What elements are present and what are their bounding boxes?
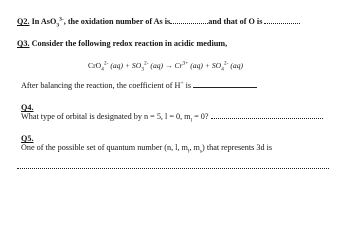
q3-prompt: After balancing the reaction, the coefficient of H+ is <box>21 82 257 90</box>
q5-number-line <box>21 135 34 143</box>
q2-line <box>17 16 300 29</box>
q3-blank[interactable] <box>193 87 257 88</box>
q2-blank-o[interactable] <box>264 23 300 24</box>
q2-text-c: and that of O is <box>208 17 263 26</box>
q2-text-a: In AsO$_3^{3-}$ <box>31 16 64 29</box>
q2-text-b: , the oxidation number of As is <box>63 17 171 26</box>
q3-equation: CrO$_4^{2-}$ $(aq) + SO_3^{2-}$ $(aq) \to Cr^{3+}$ $(aq) + SO_4^{2-}$ (aq) <box>88 60 244 73</box>
q4-text: What type of orbital is designated by n = 5, l = 0, $m_l = 0$? <box>21 112 209 124</box>
q4-blank[interactable] <box>211 118 323 119</box>
q5-text: One of the possible set of quantum number (n, l, $m_l$, $m_s$) that represents 3d is <box>21 143 273 155</box>
q3-line <box>17 40 227 48</box>
q5-line <box>21 143 273 155</box>
q4-number-line <box>21 104 34 112</box>
q3-number: Q3. <box>17 39 30 48</box>
q5-number: Q5. <box>21 134 34 143</box>
q3-text: Consider the following redox reaction in acidic medium, <box>31 39 228 48</box>
q4-line <box>21 112 323 124</box>
q5-answer-line[interactable] <box>17 168 329 169</box>
q2-blank-as[interactable] <box>170 23 208 24</box>
q4-number: Q4. <box>21 103 34 112</box>
q2-number: Q2. <box>17 17 30 26</box>
